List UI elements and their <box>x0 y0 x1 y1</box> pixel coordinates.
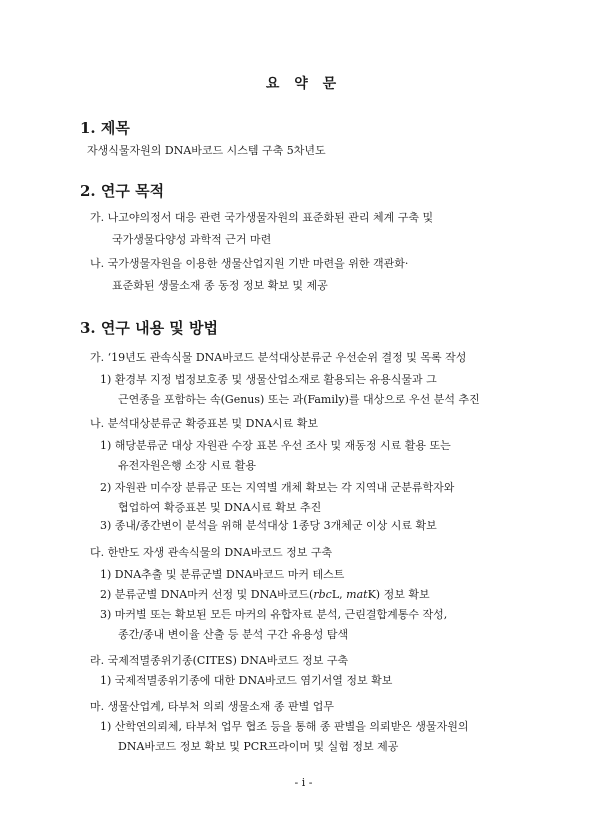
section-3-group-b-sub2-line2: 협업하여 확증표본 및 DNA시료 확보 추진 <box>118 501 322 514</box>
section-2-item-b-line2: 표준화된 생물소재 종 동정 정보 확보 및 제공 <box>112 279 328 292</box>
section-2-item-a-line2: 국가생물다양성 과학적 근거 마련 <box>112 233 272 246</box>
section-3-group-b-sub2-line1: 2) 자원관 미수장 분류군 또는 지역별 개체 확보는 각 지역내 군분류학자와 <box>100 481 455 494</box>
section-3-group-c-sub1-line1: 1) DNA추출 및 분류군별 DNA바코드 마커 테스트 <box>100 568 345 581</box>
page-number: - i - <box>294 776 313 789</box>
section-3-group-b-sub1-line1: 1) 해당분류군 대상 자원관 수장 표본 우선 조사 및 재동정 시료 활용 또는 <box>100 439 451 452</box>
section-2-item-a-line1: 가. 나고야의정서 대응 관련 국가생물자원의 표준화된 관리 체계 구축 및 <box>90 211 434 224</box>
section-3-group-e-sub1-line1: 1) 산학연의뢰체, 타부처 업무 협조 등을 통해 종 판별을 의뢰받은 생물자원의 <box>100 720 469 733</box>
section-3-group-b-label: 나. 분석대상분류군 확증표본 및 DNA시료 확보 <box>90 417 319 430</box>
sub2-post: K) 정보 확보 <box>367 588 430 601</box>
section-1-text: 자생식물자원의 DNA바코드 시스템 구축 5차년도 <box>87 144 326 157</box>
section-3-group-e-label: 마. 생물산업계, 타부처 의뢰 생물소재 종 판별 업무 <box>90 700 334 713</box>
section-2-item-b-line1: 나. 국가생물자원을 이용한 생물산업지원 기반 마련을 위한 객관화· <box>90 257 409 270</box>
section-3-group-a-sub1-line1: 1) 환경부 지정 법정보호종 및 생물산업소재로 활용되는 유용식물과 그 <box>100 373 437 386</box>
sub2-italic-mat: mat <box>346 588 368 601</box>
sub2-mid: L, <box>331 588 347 601</box>
page-title: 요 약 문 <box>265 76 342 92</box>
section-3-group-e-sub1-line2: DNA바코드 정보 확보 및 PCR프라이머 및 실험 정보 제공 <box>118 740 399 753</box>
section-1-heading: 1. 제목 <box>80 119 130 137</box>
section-2-heading: 2. 연구 목적 <box>80 182 165 200</box>
section-3-group-c-sub3-line2: 종간/종내 변이율 산출 등 분석 구간 유용성 탐색 <box>118 628 349 641</box>
section-3-group-b-sub1-line2: 유전자원은행 소장 시료 활용 <box>118 459 257 472</box>
section-3-group-c-sub3-line1: 3) 마커별 또는 확보된 모든 마커의 유합자료 분석, 근린결합계통수 작성, <box>100 608 448 621</box>
sub2-italic-rbc: rbc <box>313 588 332 601</box>
section-3-group-c-label: 다. 한반도 자생 관속식물의 DNA바코드 정보 구축 <box>90 546 333 559</box>
section-3-group-b-sub3-line1: 3) 종내/종간변이 분석을 위해 분석대상 1종당 3개체군 이상 시료 확보 <box>100 519 437 532</box>
section-3-group-c-sub2-line1 <box>100 586 430 604</box>
section-3-group-a-label: 가. ‘19년도 관속식물 DNA바코드 분석대상분류군 우선순위 결정 및 목록 작성 <box>90 351 467 364</box>
sub2-pre: 2) 분류군별 DNA마커 선정 및 DNA바코드( <box>100 588 314 601</box>
section-3-group-a-sub1-line2: 근연종을 포함하는 속(Genus) 또는 과(Family)를 대상으로 우선 분석 추진 <box>118 393 480 406</box>
section-3-group-d-sub1-line1: 1) 국제적멸종위기종에 대한 DNA바코드 염기서열 정보 확보 <box>100 674 393 687</box>
section-3-group-d-label: 라. 국제적멸종위기종(CITES) DNA바코드 정보 구축 <box>90 654 349 667</box>
section-3-heading: 3. 연구 내용 및 방법 <box>80 319 218 337</box>
